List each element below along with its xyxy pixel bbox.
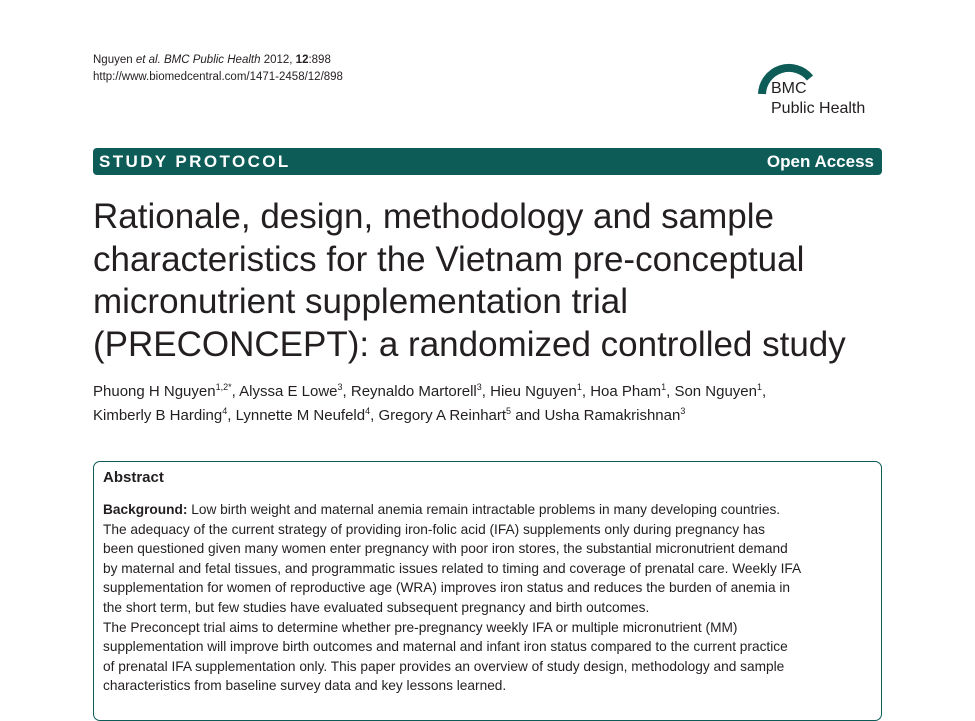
- author-separator: ,: [762, 383, 767, 400]
- author-separator: ,: [666, 383, 675, 400]
- title-line: Rationale, design, methodology and sample: [93, 197, 774, 236]
- abstract-line: The Preconcept trial aims to determine whether pre-pregnancy weekly IFA or multiple micronutrient (MM): [103, 619, 738, 635]
- author-separator: ,: [231, 383, 240, 400]
- bmc-public-health-logo: [754, 54, 894, 124]
- citation-journal: BMC Public Health: [160, 54, 264, 66]
- citation-authors: Nguyen: [93, 54, 136, 66]
- citation-header: [93, 52, 343, 86]
- author-separator: ,: [581, 383, 591, 400]
- abstract-box: [93, 461, 882, 721]
- citation-line: [93, 52, 343, 69]
- author-name[interactable]: Lynnette M Neufeld: [235, 407, 366, 424]
- title-line: characteristics for the Vietnam pre-conceptual: [93, 239, 805, 279]
- author-affiliation: 5: [506, 406, 512, 416]
- author-separator: ,: [227, 407, 236, 424]
- abstract-body: [103, 500, 878, 696]
- citation-article-number: :898: [308, 54, 331, 66]
- author-affiliation: 3: [337, 382, 343, 392]
- author-name[interactable]: Kimberly B Harding: [93, 407, 223, 424]
- background-label: Background:: [103, 502, 188, 517]
- author-affiliation: 3: [476, 382, 482, 392]
- author-affiliation: 4: [222, 406, 228, 416]
- citation-etal: et al.: [135, 54, 161, 66]
- author-name[interactable]: Phuong H Nguyen: [93, 383, 216, 400]
- author-name[interactable]: Hieu Nguyen: [490, 383, 577, 400]
- author-separator: ,: [481, 383, 491, 400]
- abstract-heading: Abstract: [103, 469, 164, 486]
- author-name[interactable]: Gregory A Reinhart: [378, 407, 507, 424]
- author-affiliation: 1: [661, 382, 667, 392]
- abstract-line: of prenatal IFA supplementation only. This paper provides an overview of study design, methodology and sample: [103, 658, 785, 674]
- abstract-line: supplementation for women of reproductive age (WRA) improves iron status and reduces the burden of anemia in: [103, 580, 791, 596]
- abstract-line: been questioned given many women enter pregnancy with poor iron stores, the substantial micronutrient demand: [103, 541, 788, 557]
- abstract-line: [103, 500, 878, 520]
- article-type-banner: [93, 148, 882, 175]
- abstract-line: characteristics from baseline survey data and key lessons learned.: [103, 678, 507, 694]
- title-line: (PRECONCEPT): a randomized controlled study: [93, 324, 846, 364]
- abstract-line: by maternal and fetal tissues, and programmatic issues related to timing and coverage of prenatal care. Weekly IFA: [103, 560, 802, 576]
- citation-url[interactable]: http://www.biomedcentral.com/1471-2458/12/898: [93, 71, 343, 83]
- author-separator: ,: [370, 407, 379, 424]
- author-affiliation: 3: [680, 406, 686, 416]
- open-access-label: Open Access: [766, 151, 874, 171]
- article-type: STUDY PROTOCOL: [99, 151, 291, 171]
- citation-year: 2012,: [263, 54, 296, 66]
- logo-text: [771, 79, 865, 119]
- article-title: [93, 196, 893, 366]
- abstract-line: supplementation will improve birth outcomes and maternal and infant iron status compared to the current practice: [103, 639, 788, 655]
- abstract-line: the short term, but few studies have evaluated subsequent pregnancy and birth outcomes.: [103, 599, 650, 615]
- author-name[interactable]: Alyssa E Lowe: [239, 383, 338, 400]
- author-affiliation: 1,2*: [215, 382, 232, 392]
- author-name[interactable]: Usha Ramakrishnan: [544, 407, 681, 424]
- author-separator: ,: [342, 383, 351, 400]
- author-affiliation: 1: [757, 382, 763, 392]
- author-name[interactable]: Reynaldo Martorell: [350, 383, 477, 400]
- logo-bmc: BMC: [771, 80, 807, 97]
- author-name[interactable]: Hoa Pham: [590, 383, 662, 400]
- citation-volume: 12: [295, 54, 309, 66]
- author-list: [93, 380, 893, 428]
- title-line: micronutrient supplementation trial: [93, 282, 628, 321]
- abstract-line: The adequacy of the current strategy of providing iron-folic acid (IFA) supplements only during pregnancy has: [103, 521, 765, 537]
- author-line: [93, 380, 893, 404]
- author-line: [93, 404, 893, 428]
- author-affiliation: 1: [576, 382, 582, 392]
- logo-journal-name: Public Health: [771, 100, 866, 117]
- author-name[interactable]: Son Nguyen: [674, 383, 757, 400]
- author-affiliation: 4: [365, 406, 371, 416]
- author-separator: and: [511, 407, 545, 424]
- abstract-text: Low birth weight and maternal anemia remain intractable problems in many developing countries.: [187, 502, 781, 517]
